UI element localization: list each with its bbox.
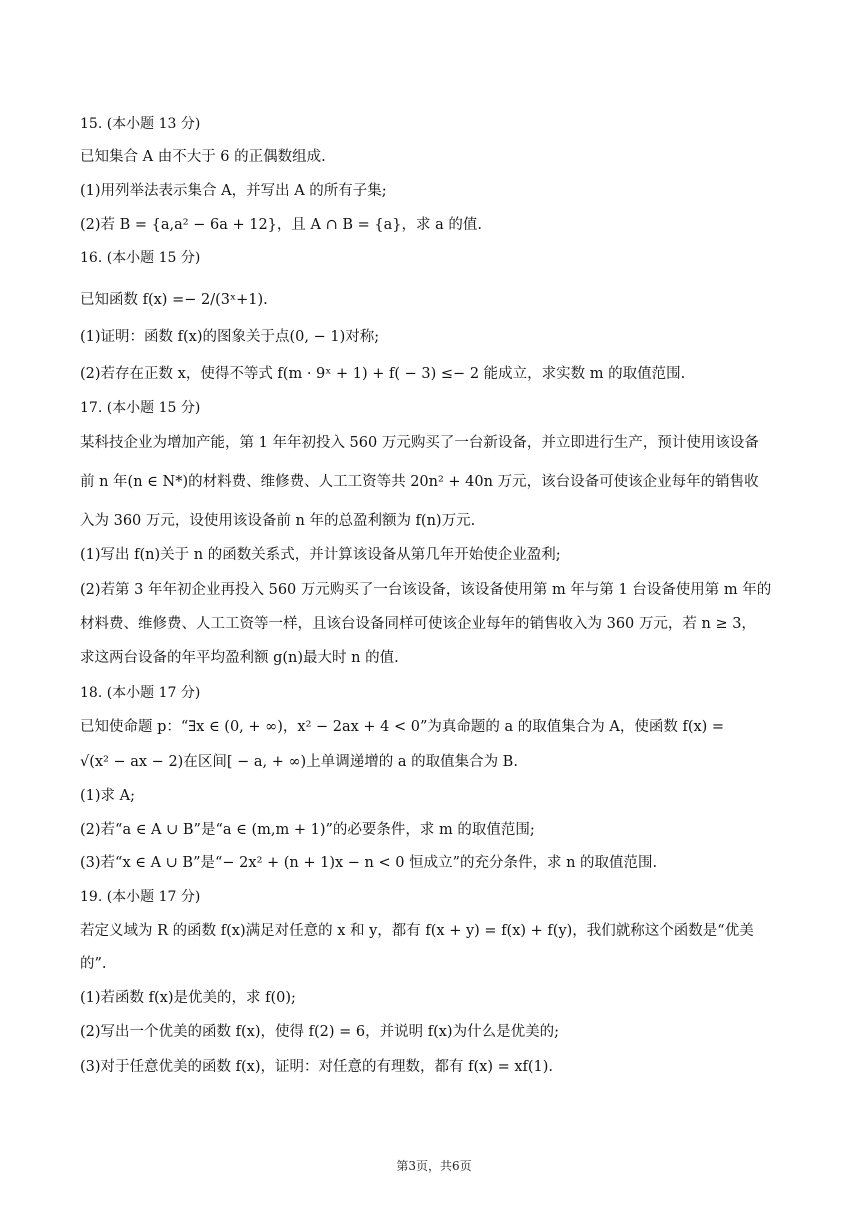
problem-18-heading: 18. (本小题 17 分) — [80, 685, 201, 701]
problem-19-part-3: (3)对于任意优美的函数 f(x)，证明：对任意的有理数，都有 f(x) = xf(1). — [80, 1059, 554, 1075]
problem-18-statement-line-2: √(x² − ax − 2)在区间[ − a, + ∞)上单调递增的 a 的取值集合为 B. — [80, 754, 518, 770]
problem-19-part-2: (2)写出一个优美的函数 f(x)，使得 f(2) = 6，并说明 f(x)为什么是优美的; — [80, 1024, 559, 1040]
problem-17-part-2-line-3: 求这两台设备的年平均盈利额 g(n)最大时 n 的值. — [80, 650, 399, 666]
problem-15-part-1: (1)用列举法表示集合 A，并写出 A 的所有子集; — [80, 183, 387, 199]
problem-17-heading: 17. (本小题 15 分) — [80, 400, 201, 416]
problem-16-heading: 16. (本小题 15 分) — [80, 250, 201, 266]
problem-19-statement-line-2: 的”. — [80, 956, 107, 972]
problem-17-part-1: (1)写出 f(n)关于 n 的函数关系式，并计算该设备从第几年开始使企业盈利; — [80, 547, 561, 563]
problem-19-part-1: (1)若函数 f(x)是优美的，求 f(0); — [80, 990, 296, 1006]
problem-15-heading: 15. (本小题 13 分) — [80, 116, 201, 132]
problem-19-statement-line-1: 若定义域为 R 的函数 f(x)满足对任意的 x 和 y，都有 f(x + y) = f(x) + f(y)，我们就称这个函数是“优美 — [80, 923, 754, 939]
problem-17-line-1: 某科技企业为增加产能，第 1 年年初投入 560 万元购买了一台新设备，并立即进行生产，预计使用该设备 — [80, 435, 759, 451]
problem-18-part-2: (2)若“a ∈ A ∪ B”是“a ∈ (m,m + 1)”的必要条件，求 m 的取值范围; — [80, 822, 535, 838]
problem-18-statement-line-1: 已知使命题 p：“∃x ∈ (0, + ∞)，x² − 2ax + 4 < 0”为真命题的 a 的取值集合为 A，使函数 f(x) = — [80, 719, 725, 735]
problem-17-line-3: 入为 360 万元，设使用该设备前 n 年的总盈利额为 f(n)万元. — [80, 513, 476, 529]
problem-15-statement: 已知集合 A 由不大于 6 的正偶数组成. — [80, 149, 326, 165]
problem-17-part-2-line-1: (2)若第 3 年年初企业再投入 560 万元购买了一台该设备，该设备使用第 m 年与第 1 台设备使用第 m 年的 — [80, 582, 772, 598]
problem-18-part-3: (3)若“x ∈ A ∪ B”是“− 2x² + (n + 1)x − n < 0 恒成立”的充分条件，求 n 的取值范围. — [80, 855, 658, 871]
problem-16-statement: 已知函数 f(x) =− 2/(3ˣ+1). — [80, 292, 268, 308]
problem-15-part-2: (2)若 B = {a,a² − 6a + 12}，且 A ∩ B = {a}，求 a 的值. — [80, 217, 482, 233]
problem-17-part-2-line-2: 材料费、维修费、人工工资等一样，且该台设备同样可使该企业每年的销售收入为 360 万元，若 n ≥ 3， — [80, 616, 756, 632]
problem-17-line-2: 前 n 年(n ∈ N*)的材料费、维修费、人工工资等共 20n² + 40n 万元，该台设备可使该企业每年的销售收 — [80, 474, 759, 490]
page-number-footer: 第3页，共6页 — [396, 1159, 472, 1173]
problem-18-part-1: (1)求 A; — [80, 788, 136, 804]
problem-16-part-1: (1)证明：函数 f(x)的图象关于点(0, − 1)对称; — [80, 329, 380, 345]
problem-19-heading: 19. (本小题 17 分) — [80, 889, 201, 905]
problem-16-part-2: (2)若存在正数 x，使得不等式 f(m · 9ˣ + 1) + f( − 3) ≤− 2 能成立，求实数 m 的取值范围. — [80, 366, 686, 382]
